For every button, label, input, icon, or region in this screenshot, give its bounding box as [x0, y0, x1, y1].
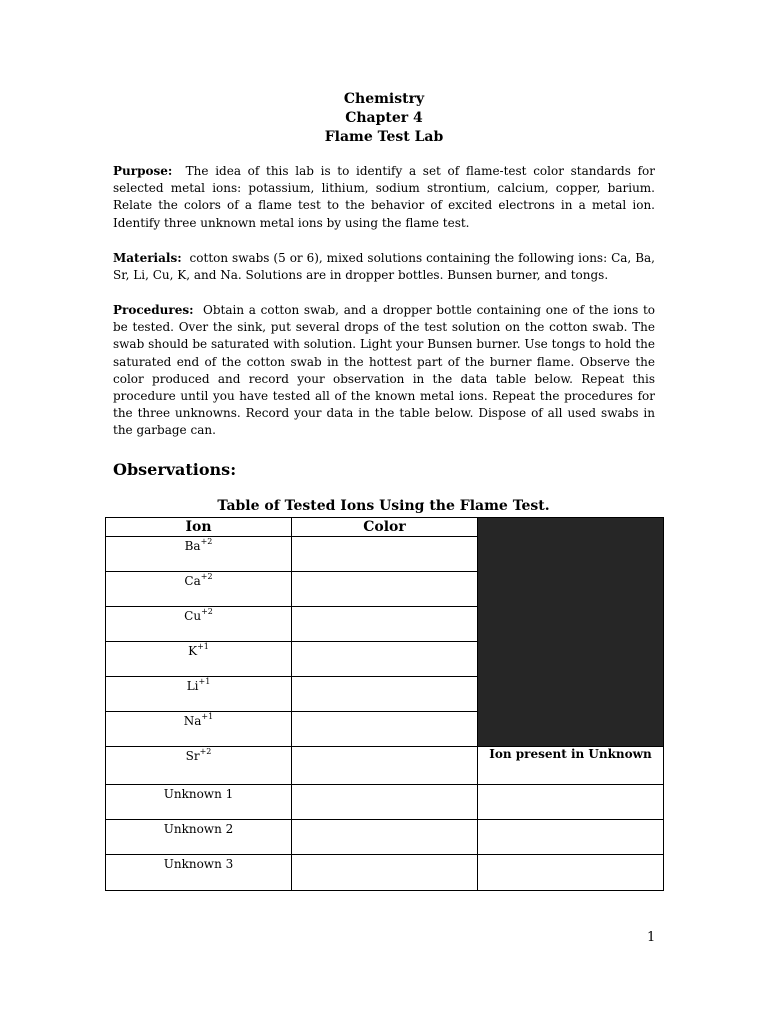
lab-title: Flame Test Lab [324, 129, 444, 145]
ion-present-cell[interactable] [478, 785, 664, 820]
ion-cell: $Li^{+1}$ [106, 677, 292, 712]
ion-cell: $K^{+1}$ [106, 642, 292, 677]
chapter-title: Chapter 4 [345, 110, 423, 126]
purpose-text: The idea of this lab is to identify a set of flame-test color standards for selected metal ions: potassium, lithium, sodium strontium, calcium, copper, barium. Relate the colors of a flame test to the behavior of excited electrons in a metal ion. Identify three unknown metal ions by using the flame test. [113, 164, 655, 230]
ion-cell: $Sr^{+2}$ [106, 747, 292, 785]
table-row [106, 785, 664, 820]
ion-column-header: Ion [106, 518, 292, 537]
ion-cell: $Cu^{+2}$ [106, 607, 292, 642]
ion-cell: $Ba^{+2}$ [106, 537, 292, 572]
unknown-label-cell: Unknown 3 [106, 855, 292, 891]
color-cell[interactable] [292, 642, 478, 677]
table-title: Table of Tested Ions Using the Flame Test. [217, 498, 550, 514]
shaded-block [478, 518, 664, 747]
ion-cell: $Ca^{+2}$ [106, 572, 292, 607]
unknown-label-cell: Unknown 1 [106, 785, 292, 820]
observations-heading: Observations: [113, 460, 237, 479]
procedures-paragraph [113, 302, 655, 440]
color-column-header: Color [292, 518, 478, 537]
ion-present-cell[interactable] [478, 855, 664, 891]
procedures-label: Procedures: [113, 303, 194, 317]
color-cell[interactable] [292, 607, 478, 642]
materials-paragraph [113, 250, 655, 284]
page-number: 1 [647, 930, 656, 945]
ion-cell: $Na^{+1}$ [106, 712, 292, 747]
table-row [106, 820, 664, 855]
color-cell[interactable] [292, 712, 478, 747]
color-cell[interactable] [292, 785, 478, 820]
table-row [106, 855, 664, 891]
color-cell[interactable] [292, 747, 478, 785]
flame-test-table [105, 517, 664, 891]
color-cell[interactable] [292, 572, 478, 607]
procedures-text: Obtain a cotton swab, and a dropper bottle containing one of the ions to be tested. Over the sink, put several drops of the test solution on the cotton swab. The swab should be saturated with solution. Light your Bunsen burner. Use tongs to hold the saturated end of the cotton swab in the hottest part of the burner flame. Observe the color produced and record your observation in the data table below. Repeat this procedure until you have tested all of the known metal ions. Repeat the procedures for the three unknowns. Record your data in the table below. Dispose of all used swabs in the garbage can. [113, 303, 655, 438]
materials-label: Materials: [113, 251, 182, 265]
color-cell[interactable] [292, 677, 478, 712]
subject-title: Chemistry [343, 91, 425, 107]
ion-present-cell[interactable] [478, 820, 664, 855]
color-cell[interactable] [292, 820, 478, 855]
purpose-label: Purpose: [113, 164, 173, 178]
color-cell[interactable] [292, 855, 478, 891]
purpose-paragraph [113, 163, 655, 232]
unknown-ion-header: Ion present in Unknown [478, 747, 664, 785]
materials-text: cotton swabs (5 or 6), mixed solutions containing the following ions: Ca, Ba, Sr, Li, Cu, K, and Na. Solutions are in dropper bottles. Bunsen burner, and tongs. [113, 251, 655, 283]
unknown-label-cell: Unknown 2 [106, 820, 292, 855]
table-header-row [106, 518, 664, 537]
color-cell[interactable] [292, 537, 478, 572]
table-row [106, 747, 664, 785]
